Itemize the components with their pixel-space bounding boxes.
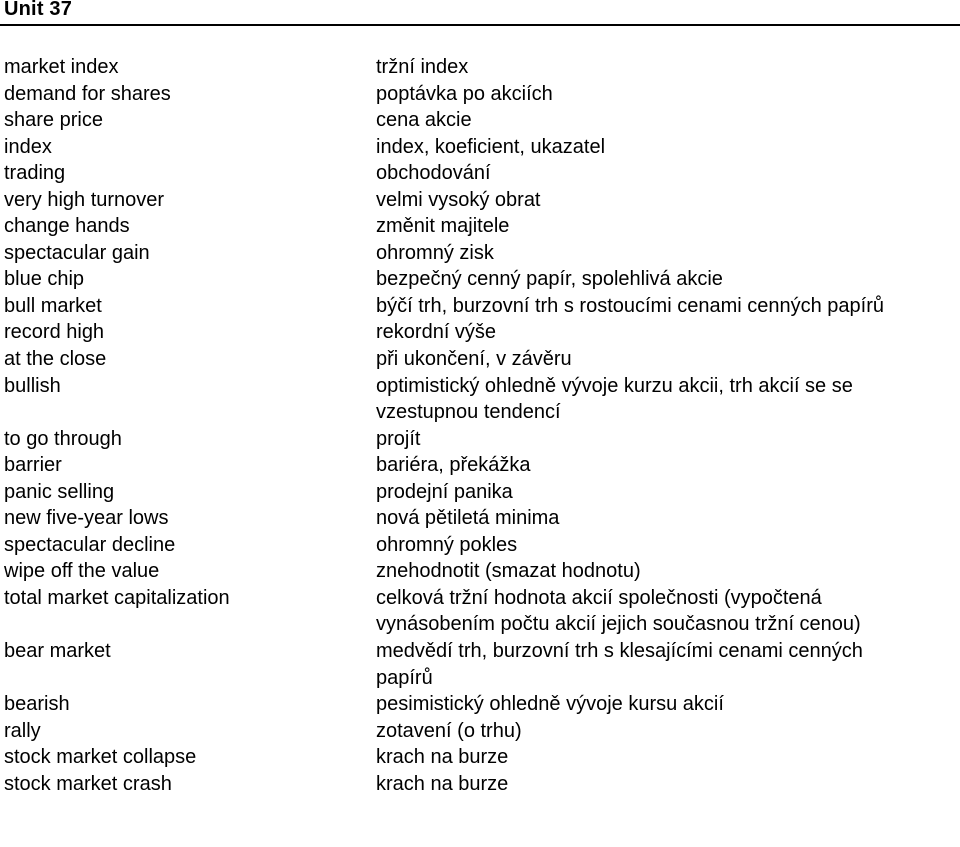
vocabulary-term: spectacular decline [4, 533, 176, 556]
vocabulary-row [0, 479, 960, 506]
vocabulary-row [0, 452, 960, 479]
vocabulary-translation: při ukončení, v závěru [376, 348, 572, 371]
vocabulary-translation: nová pětiletá minima [376, 507, 560, 530]
vocabulary-row [0, 240, 960, 267]
vocabulary-row [0, 266, 960, 293]
vocabulary-row [0, 426, 960, 453]
vocabulary-row [0, 187, 960, 214]
vocabulary-term: record high [4, 321, 105, 344]
vocabulary-row [0, 373, 960, 426]
vocabulary-term: very high turnover [4, 188, 165, 211]
vocabulary-translation: ohromný pokles [376, 533, 518, 556]
vocabulary-translation: medvědí trh, burzovní trh s klesajícími cenami cenných papírů [376, 640, 863, 689]
vocabulary-row [0, 691, 960, 718]
vocabulary-translation: tržní index [376, 56, 469, 78]
vocabulary-term: index [4, 135, 52, 158]
vocabulary-row [0, 718, 960, 745]
vocabulary-translation: velmi vysoký obrat [376, 188, 541, 211]
vocabulary-row [0, 558, 960, 585]
vocabulary-term: at the close [4, 348, 107, 371]
vocabulary-translation: bezpečný cenný papír, spolehlivá akcie [376, 268, 723, 291]
vocabulary-translation: bariéra, překážka [376, 454, 531, 477]
vocabulary-translation: býčí trh, burzovní trh s rostoucími cenami cenných papírů [376, 294, 884, 317]
vocabulary-term: bearish [4, 693, 70, 716]
vocabulary-term: to go through [4, 427, 122, 450]
vocabulary-term: change hands [4, 215, 130, 238]
vocabulary-term: barrier [4, 454, 62, 477]
title-divider [0, 24, 960, 26]
vocabulary-row [0, 638, 960, 691]
vocabulary-translation: poptávka po akciích [376, 82, 553, 105]
vocabulary-term: bear market [4, 640, 111, 663]
vocabulary-translation: krach na burze [376, 746, 509, 769]
vocabulary-term: wipe off the value [4, 560, 160, 583]
vocabulary-term: panic selling [4, 480, 115, 503]
vocabulary-translation: změnit majitele [376, 215, 510, 238]
vocabulary-term: spectacular gain [4, 241, 150, 264]
vocabulary-term: rally [4, 719, 41, 742]
vocabulary-row [0, 160, 960, 187]
vocabulary-list [0, 54, 960, 797]
vocabulary-term: bullish [4, 374, 61, 397]
vocabulary-row [0, 346, 960, 373]
vocabulary-translation: obchodování [376, 162, 491, 185]
vocabulary-translation: optimistický ohledně vývoje kurzu akcii, trh akcií se se vzestupnou tendencí [376, 374, 853, 424]
page-title: Unit 37 [4, 0, 73, 20]
vocabulary-translation: zotavení (o trhu) [376, 719, 522, 742]
vocabulary-translation: ohromný zisk [376, 241, 494, 264]
vocabulary-term: total market capitalization [4, 586, 230, 609]
vocabulary-row [0, 134, 960, 161]
vocabulary-translation: index, koeficient, ukazatel [376, 135, 606, 158]
vocabulary-term: blue chip [4, 268, 85, 291]
vocabulary-row [0, 107, 960, 134]
vocabulary-term: trading [4, 162, 66, 185]
vocabulary-row [0, 213, 960, 240]
vocabulary-row [0, 81, 960, 108]
vocabulary-row [0, 54, 960, 81]
vocabulary-translation: cena akcie [376, 109, 472, 132]
vocabulary-term: stock market collapse [4, 746, 197, 769]
vocabulary-term: market index [4, 56, 119, 78]
vocabulary-row [0, 293, 960, 320]
vocabulary-translation: znehodnotit (smazat hodnotu) [376, 560, 641, 583]
vocabulary-row [0, 771, 960, 798]
vocabulary-term: share price [4, 109, 103, 132]
vocabulary-translation: pesimistický ohledně vývoje kursu akcií [376, 693, 724, 716]
vocabulary-term: bull market [4, 294, 102, 317]
vocabulary-translation: krach na burze [376, 772, 509, 795]
vocabulary-row [0, 744, 960, 771]
vocabulary-translation: projít [376, 427, 421, 450]
vocabulary-term: demand for shares [4, 82, 171, 105]
vocabulary-row [0, 319, 960, 346]
vocabulary-term: stock market crash [4, 772, 172, 795]
vocabulary-term: new five-year lows [4, 507, 169, 530]
vocabulary-row [0, 532, 960, 559]
vocabulary-translation: celková tržní hodnota akcií společnosti (vypočtená vynásobením počtu akcií jejich současnou tržní cenou) [376, 586, 861, 636]
vocabulary-row [0, 505, 960, 532]
vocabulary-translation: prodejní panika [376, 480, 513, 503]
vocabulary-row [0, 585, 960, 638]
vocabulary-translation: rekordní výše [376, 321, 497, 344]
